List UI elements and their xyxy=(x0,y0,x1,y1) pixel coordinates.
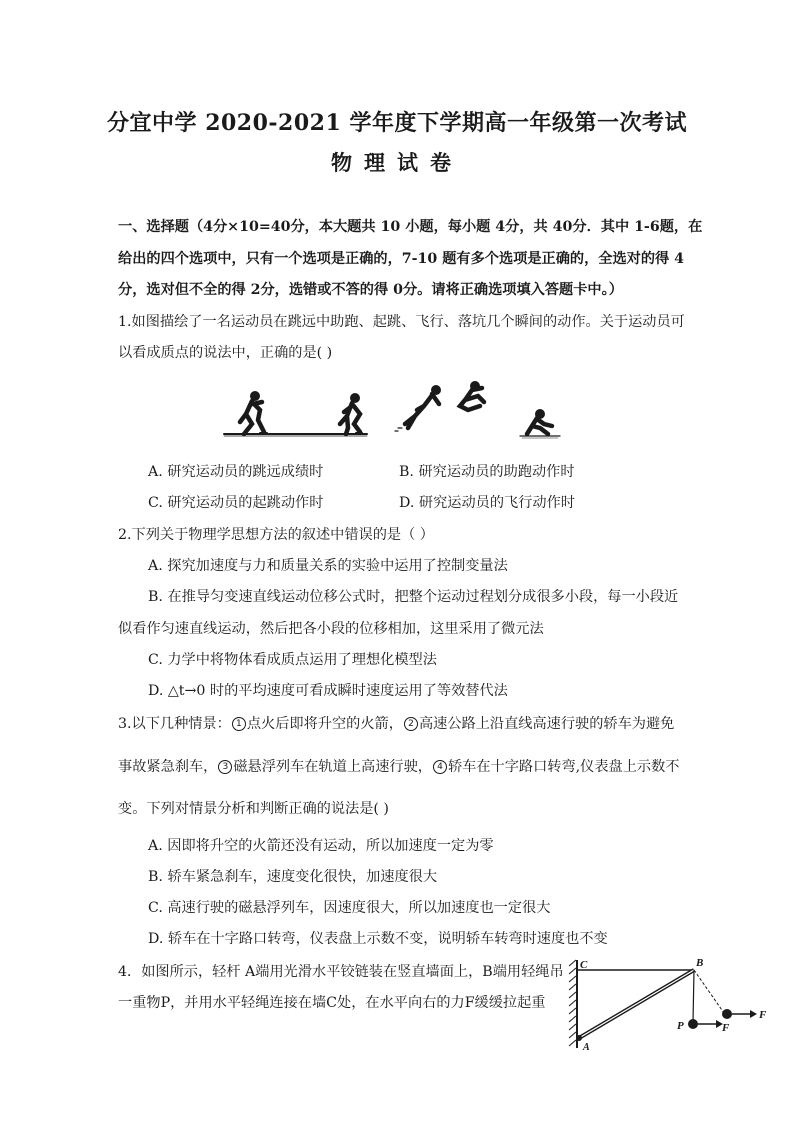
athlete-flight-tuck-figure xyxy=(460,382,484,411)
answer-paren: ( ) xyxy=(373,801,389,817)
q2-option-d[interactable]: D. △t→0 时的平均速度可看成瞬时速度运用了等效替代法 xyxy=(148,683,508,699)
hinge xyxy=(576,1035,582,1041)
q1-option-a[interactable]: A. 研究运动员的跳远成绩时 xyxy=(148,464,324,480)
q3-option-c[interactable]: C. 高速行驶的磁悬浮列车，因速度很大，所以加速度也一定很大 xyxy=(148,900,551,916)
label-f-2: F xyxy=(759,1009,767,1021)
section-heading-line-3: 分，选对但不全的得 2分，选错或不答的得 0分。请将正确选项填入答题卡中。） xyxy=(118,282,623,298)
q1-option-b[interactable]: B. 研究运动员的助跑动作时 xyxy=(399,464,575,480)
circled-number-2: 2 xyxy=(404,717,418,731)
q3-text: 3.以下几种情景： xyxy=(118,716,231,732)
q1-stem-text: 以看成质点的说法中，正确的是 xyxy=(118,345,317,361)
label-c: C xyxy=(580,959,588,971)
q4-stem-line-2: 一重物P，并用水平轻绳连接在墙C处，在水平向右的力F缓缓拉起重 xyxy=(118,995,546,1011)
section-heading-line-2: 给出的四个选项中，只有一个选项是正确的，7-10 题有多个选项是正确的，全选对的得 4 xyxy=(118,251,685,267)
section-heading-line-1: 一、选择题（4分×10=40分，本大题共 10 小题，每小题 4分，共 40分．其中 1-6题，在 xyxy=(118,219,703,235)
hanging-rope xyxy=(693,970,694,1023)
athlete-landing-figure xyxy=(520,410,560,439)
circled-number-1: 1 xyxy=(232,717,246,731)
label-f-1: F xyxy=(722,1022,730,1034)
rod-rope-diagram xyxy=(566,954,776,1054)
athlete-run-figure xyxy=(238,392,267,435)
q3-text: 磁悬浮列车在轨道上高速行驶， xyxy=(233,759,432,775)
q3-text: 高速公路上沿直线高速行驶的轿车为避免 xyxy=(418,716,675,732)
q2-option-a[interactable]: A. 探究加速度与力和质量关系的实验中运用了控制变量法 xyxy=(148,558,508,574)
q1-option-d[interactable]: D. 研究运动员的飞行动作时 xyxy=(399,495,575,511)
paper-subtitle: 物理试卷 xyxy=(331,150,463,175)
weight-p xyxy=(688,1019,698,1029)
label-a: A xyxy=(583,1042,590,1053)
q2-option-b-line-1[interactable]: B. 在推导匀变速直线运动位移公式时，把整个运动过程划分成很多小段，每一小段近 xyxy=(148,589,679,605)
dashed-rope xyxy=(694,970,724,1013)
q3-text: 点火后即将升空的火箭， xyxy=(246,716,403,732)
q3-text: 事故紧急刹车， xyxy=(118,759,218,775)
q3-stem-line-2 xyxy=(118,757,679,777)
q2-option-c[interactable]: C. 力学中将物体看成质点运用了理想化模型法 xyxy=(148,652,437,668)
wall-hatching xyxy=(569,960,576,1046)
q3-text: 变。下列对情景分析和判断正确的说法是 xyxy=(118,801,374,817)
q3-option-a[interactable]: A. 因即将升空的火箭还没有运动，所以加速度一定为零 xyxy=(148,838,494,854)
q1-option-c[interactable]: C. 研究运动员的起跳动作时 xyxy=(148,495,324,511)
q3-option-b[interactable]: B. 轿车紧急刹车，速度变化很快，加速度很大 xyxy=(148,869,438,885)
force-arrow-head-2 xyxy=(750,1010,757,1018)
q1-stem-line-2 xyxy=(118,343,332,363)
weight-p-moved xyxy=(722,1009,732,1019)
q3-stem-line-3 xyxy=(118,799,389,819)
q3-text: 轿车在十字路口转弯,仪表盘上示数不 xyxy=(447,759,680,775)
circled-number-3: 3 xyxy=(218,760,232,774)
q2-option-b-line-2[interactable]: 似看作匀速直线运动，然后把各小段的位移相加，这里采用了微元法 xyxy=(118,621,544,637)
exam-title: 分宜中学 2020-2021 学年度下学期高一年级第一次考试 xyxy=(107,110,687,136)
q2-stem: 2.下列关于物理学思想方法的叙述中错误的是（ ） xyxy=(118,527,434,543)
q4-stem-line-1: 4．如图所示，轻杆 A端用光滑水平铰链装在竖直墙面上，B端用轻绳吊 xyxy=(118,964,564,980)
athlete-flight-figure xyxy=(395,386,441,432)
q1-stem-line-1: 1.如图描绘了一名运动员在跳远中助跑、起跳、飞行、落坑几个瞬间的动作。关于运动员可 xyxy=(118,314,685,330)
answer-paren: ( ) xyxy=(316,345,333,361)
q3-stem-line-1 xyxy=(118,714,674,734)
long-jump-figure xyxy=(222,376,578,446)
circled-number-4: 4 xyxy=(433,760,447,774)
q3-option-d[interactable]: D. 轿车在十字路口转弯，仪表盘上示数不变，说明轿车转弯时速度也不变 xyxy=(148,931,608,947)
label-b: B xyxy=(696,957,704,969)
label-p: P xyxy=(677,1020,684,1032)
athlete-takeoff-figure xyxy=(340,394,362,435)
